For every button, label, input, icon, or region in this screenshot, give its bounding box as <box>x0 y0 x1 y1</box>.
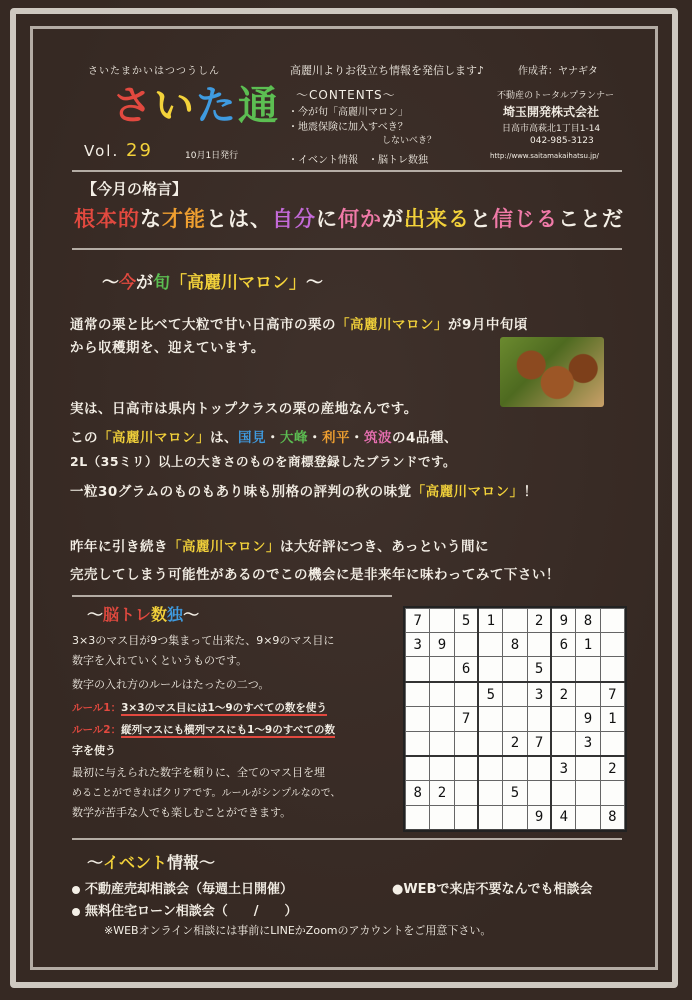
sudoku-cell: 2 <box>600 756 624 781</box>
title-word: 「高麗川マロン」 <box>170 273 306 293</box>
sudoku-cell <box>503 756 527 781</box>
sudoku-cell <box>527 781 551 805</box>
company-address: 日高市高萩北1丁目1-14 <box>502 124 601 134</box>
sudoku-cell: 7 <box>600 682 624 707</box>
motto-label: 【今月の格言】 <box>82 180 188 198</box>
issue-date: 10月1日発行 <box>185 151 239 161</box>
event-item-label: 不動産売却相談会（毎週土日開催） <box>85 882 294 897</box>
sudoku-cell: 8 <box>406 781 430 805</box>
title-deco: 〜 <box>87 853 104 872</box>
text-run: 「高麗川マロン」 <box>168 539 280 555</box>
sudoku-cell: 1 <box>576 633 600 657</box>
text-run: 一粒30グラムのものもあり味も別格の評判の秋の味覚 <box>70 484 412 500</box>
logo-char: い <box>154 83 196 129</box>
rule-label: ルール2： <box>72 724 122 736</box>
sudoku-cell <box>478 731 502 756</box>
text-run: 「高麗川マロン」 <box>98 430 210 446</box>
contents-title: 〜CONTENTS〜 <box>296 88 396 102</box>
sudoku-cell <box>503 682 527 707</box>
sudoku-cell <box>406 756 430 781</box>
sudoku-cell: 2 <box>551 682 575 707</box>
sudoku-row <box>406 731 625 756</box>
title-deco: 〜 <box>306 273 323 293</box>
marron-paragraph: 実は、日高市は県内トップクラスの栗の産地なんです。 <box>70 401 418 417</box>
contents-item: ・地震保険に加入すべき？ <box>288 122 408 133</box>
motto-part: 何か <box>338 207 382 231</box>
sudoku-cell: 8 <box>600 805 624 829</box>
company-url: http://www.saitamakaihatsu.jp/ <box>490 152 599 160</box>
text-run: は、 <box>210 430 238 446</box>
sudoku-cell <box>600 609 624 633</box>
company-subtitle: 不動産のトータルプランナー <box>497 91 615 101</box>
sudoku-cell <box>503 805 527 829</box>
sudoku-cell <box>600 731 624 756</box>
sudoku-cell <box>406 707 430 731</box>
sudoku-cell <box>600 657 624 682</box>
sudoku-cell <box>551 707 575 731</box>
sudoku-cell <box>503 609 527 633</box>
sudoku-rule-cont: 字を使う <box>72 744 116 757</box>
sudoku-text: めることができればクリアです。ルールがシンプルなので、 <box>72 788 341 799</box>
sudoku-row <box>406 707 625 731</box>
logo-char: さ <box>112 83 154 129</box>
text-run: 昨年に引き続き <box>70 539 168 555</box>
sudoku-cell: 9 <box>576 707 600 731</box>
rule-text: 3×3のマス目には1〜9のすべての数を使う <box>121 702 327 714</box>
text-run: ！ <box>523 484 538 500</box>
sudoku-cell <box>527 756 551 781</box>
title-deco: 〜 <box>199 853 216 872</box>
sudoku-cell <box>406 805 430 829</box>
sudoku-cell: 6 <box>551 633 575 657</box>
sudoku-text: 数字を入れていくというものです。 <box>72 654 248 667</box>
motto-part: が <box>382 207 404 231</box>
sudoku-cell <box>430 805 454 829</box>
sudoku-cell <box>503 707 527 731</box>
contents-item: しないべき？ <box>382 136 437 146</box>
sudoku-cell <box>478 805 502 829</box>
text-run: は大好評につき、あっという間に <box>280 539 490 555</box>
motto-part: 信じる <box>492 207 558 231</box>
title-deco: 〜 <box>183 605 200 624</box>
motto-part: な <box>140 207 162 231</box>
marron-paragraph <box>70 426 458 446</box>
sudoku-cell <box>454 781 478 805</box>
text-run: 利平 <box>322 430 350 446</box>
event-item <box>72 878 293 897</box>
sudoku-cell <box>551 781 575 805</box>
sudoku-cell: 4 <box>551 805 575 829</box>
event-item: ●WEBで来店不要なんでも相談会 <box>392 882 593 897</box>
sudoku-cell <box>527 707 551 731</box>
sudoku-cell <box>430 657 454 682</box>
text-run: 通常の栗と比べて大粒で甘い日高市の栗の <box>70 317 336 333</box>
sudoku-cell: 3 <box>406 633 430 657</box>
marron-section-title <box>102 268 323 293</box>
sudoku-row <box>406 609 625 633</box>
text-run: 大峰 <box>280 430 308 446</box>
title-word: 脳トレ <box>103 605 152 624</box>
sudoku-cell: 8 <box>576 609 600 633</box>
divider <box>72 248 622 250</box>
masthead-tagline-small: さいたまかいはつつうしん <box>88 66 220 77</box>
title-word: イベント <box>103 853 168 872</box>
sudoku-cell: 5 <box>503 781 527 805</box>
vol-number: 29 <box>126 140 153 161</box>
sudoku-cell: 1 <box>478 609 502 633</box>
sudoku-row <box>406 805 625 829</box>
sudoku-cell <box>503 657 527 682</box>
sudoku-cell: 2 <box>527 609 551 633</box>
motto-part: に <box>316 207 338 231</box>
sudoku-cell: 5 <box>527 657 551 682</box>
sudoku-cell <box>551 731 575 756</box>
sudoku-cell <box>406 731 430 756</box>
sudoku-cell: 3 <box>527 682 551 707</box>
sudoku-row <box>406 682 625 707</box>
title-word: 数 <box>151 605 168 624</box>
sudoku-cell <box>406 657 430 682</box>
divider <box>72 595 392 597</box>
text-run: ・ <box>266 430 280 446</box>
sudoku-table <box>405 608 625 830</box>
event-item-label: 無料住宅ローン相談会（ / ） <box>85 904 298 919</box>
text-run: 「高麗川マロン」 <box>411 484 524 500</box>
rule-text: 縦列マスにも横列マスにも1〜9のすべての数 <box>121 724 336 736</box>
sudoku-cell <box>430 609 454 633</box>
bullet-icon <box>72 886 80 894</box>
sudoku-cell <box>551 657 575 682</box>
author-credit: 作成者：ヤナギタ <box>518 66 598 77</box>
divider <box>72 838 622 840</box>
sudoku-grid <box>403 606 627 832</box>
sudoku-cell: 2 <box>503 731 527 756</box>
motto-part: と <box>470 207 492 231</box>
marron-paragraph: から収穫期を、迎えています。 <box>70 340 265 356</box>
sudoku-cell <box>478 707 502 731</box>
sudoku-cell <box>576 805 600 829</box>
sudoku-cell: 9 <box>430 633 454 657</box>
newsletter-logo <box>112 74 280 131</box>
sudoku-cell <box>576 682 600 707</box>
sudoku-row <box>406 633 625 657</box>
sudoku-section-title <box>87 602 199 625</box>
sudoku-cell <box>406 682 430 707</box>
text-run: ・ <box>308 430 322 446</box>
divider <box>72 170 622 172</box>
text-run: の4品種、 <box>392 430 458 446</box>
sudoku-cell: 2 <box>430 781 454 805</box>
sudoku-cell <box>454 633 478 657</box>
contents-item: ・イベント情報 ・脳トレ数独 <box>288 155 428 166</box>
sudoku-cell <box>454 805 478 829</box>
sudoku-cell: 5 <box>454 609 478 633</box>
text-run: この <box>70 430 98 446</box>
sudoku-cell: 3 <box>551 756 575 781</box>
title-deco: 〜 <box>87 605 104 624</box>
sudoku-cell: 6 <box>454 657 478 682</box>
title-word: 今 <box>119 273 136 293</box>
sudoku-cell <box>430 731 454 756</box>
sudoku-row <box>406 657 625 682</box>
chestnut-photo <box>500 337 604 407</box>
text-run: ・ <box>350 430 364 446</box>
title-word: 旬 <box>153 273 170 293</box>
contents-item: ・今が旬「高麗川マロン」 <box>288 107 408 118</box>
motto-part: ことだ <box>558 207 624 231</box>
sudoku-row <box>406 781 625 805</box>
volume-number <box>84 140 153 161</box>
sudoku-cell <box>454 756 478 781</box>
text-run: が9月中旬頃 <box>448 317 528 333</box>
sudoku-cell <box>576 781 600 805</box>
sudoku-cell <box>527 633 551 657</box>
motto-part: 自分 <box>272 207 316 231</box>
sudoku-cell <box>430 682 454 707</box>
sudoku-cell <box>478 756 502 781</box>
text-run: 筑波 <box>364 430 392 446</box>
sudoku-cell <box>576 657 600 682</box>
rule-label: ルール1： <box>72 702 122 714</box>
event-note: ※WEBオンライン相談には事前にLINEかZoomのアカウントをご用意下さい。 <box>104 924 492 937</box>
marron-paragraph <box>70 313 528 333</box>
title-word: 独 <box>167 605 184 624</box>
sudoku-cell <box>600 633 624 657</box>
sudoku-cell: 1 <box>600 707 624 731</box>
text-run: 国見 <box>238 430 266 446</box>
logo-char: 通 <box>238 83 280 129</box>
sudoku-cell: 5 <box>478 682 502 707</box>
title-word: 情報 <box>167 853 200 872</box>
sudoku-cell: 3 <box>576 731 600 756</box>
marron-paragraph: 2L（35ミリ）以上の大きさのものを商標登録したブランドです。 <box>70 454 457 469</box>
motto-part: とは、 <box>206 207 272 231</box>
sudoku-rule <box>72 700 327 715</box>
title-deco: 〜 <box>102 273 119 293</box>
motto-text <box>74 203 624 233</box>
events-section-title <box>87 850 215 873</box>
sudoku-cell <box>454 682 478 707</box>
sudoku-cell: 7 <box>454 707 478 731</box>
sudoku-text: 最初に与えられた数字を頼りに、全てのマス目を埋 <box>72 766 325 779</box>
sudoku-cell <box>478 781 502 805</box>
motto-part: 出来る <box>404 207 470 231</box>
text-run: 「高麗川マロン」 <box>336 317 448 333</box>
sudoku-cell <box>478 633 502 657</box>
bullet-icon <box>72 908 80 916</box>
title-word: が <box>136 273 153 293</box>
company-tel: 042-985-3123 <box>530 136 594 146</box>
sudoku-cell: 9 <box>551 609 575 633</box>
sudoku-rule <box>72 722 335 737</box>
sudoku-cell <box>454 731 478 756</box>
vol-label: Vol. <box>84 142 120 160</box>
marron-paragraph <box>70 535 489 555</box>
sudoku-cell: 7 <box>406 609 430 633</box>
sudoku-cell: 8 <box>503 633 527 657</box>
sudoku-row <box>406 756 625 781</box>
company-name: 埼玉開発株式会社 <box>503 105 600 119</box>
sudoku-cell <box>600 781 624 805</box>
logo-char: た <box>196 83 238 129</box>
sudoku-cell <box>478 657 502 682</box>
sudoku-text: 数学が苦手な人でも楽しむことができます。 <box>72 806 292 819</box>
sudoku-cell: 9 <box>527 805 551 829</box>
marron-paragraph: 完売してしまう可能性があるのでこの機会に是非来年に味わってみて下さい！ <box>70 567 560 583</box>
sudoku-text: 3×3のマス目が9つ集まって出来た、9×9のマス目に <box>72 634 335 647</box>
sudoku-cell <box>576 756 600 781</box>
sudoku-cell <box>430 707 454 731</box>
motto-part: 才能 <box>162 207 206 231</box>
masthead-tagline: 高麗川よりお役立ち情報を発信します♪ <box>290 64 485 77</box>
event-item <box>72 900 298 919</box>
sudoku-text: 数字の入れ方のルールはたったの二つ。 <box>72 678 270 691</box>
sudoku-cell: 7 <box>527 731 551 756</box>
sudoku-cell <box>430 756 454 781</box>
marron-paragraph <box>70 480 538 500</box>
motto-part: 根本的 <box>74 207 140 231</box>
